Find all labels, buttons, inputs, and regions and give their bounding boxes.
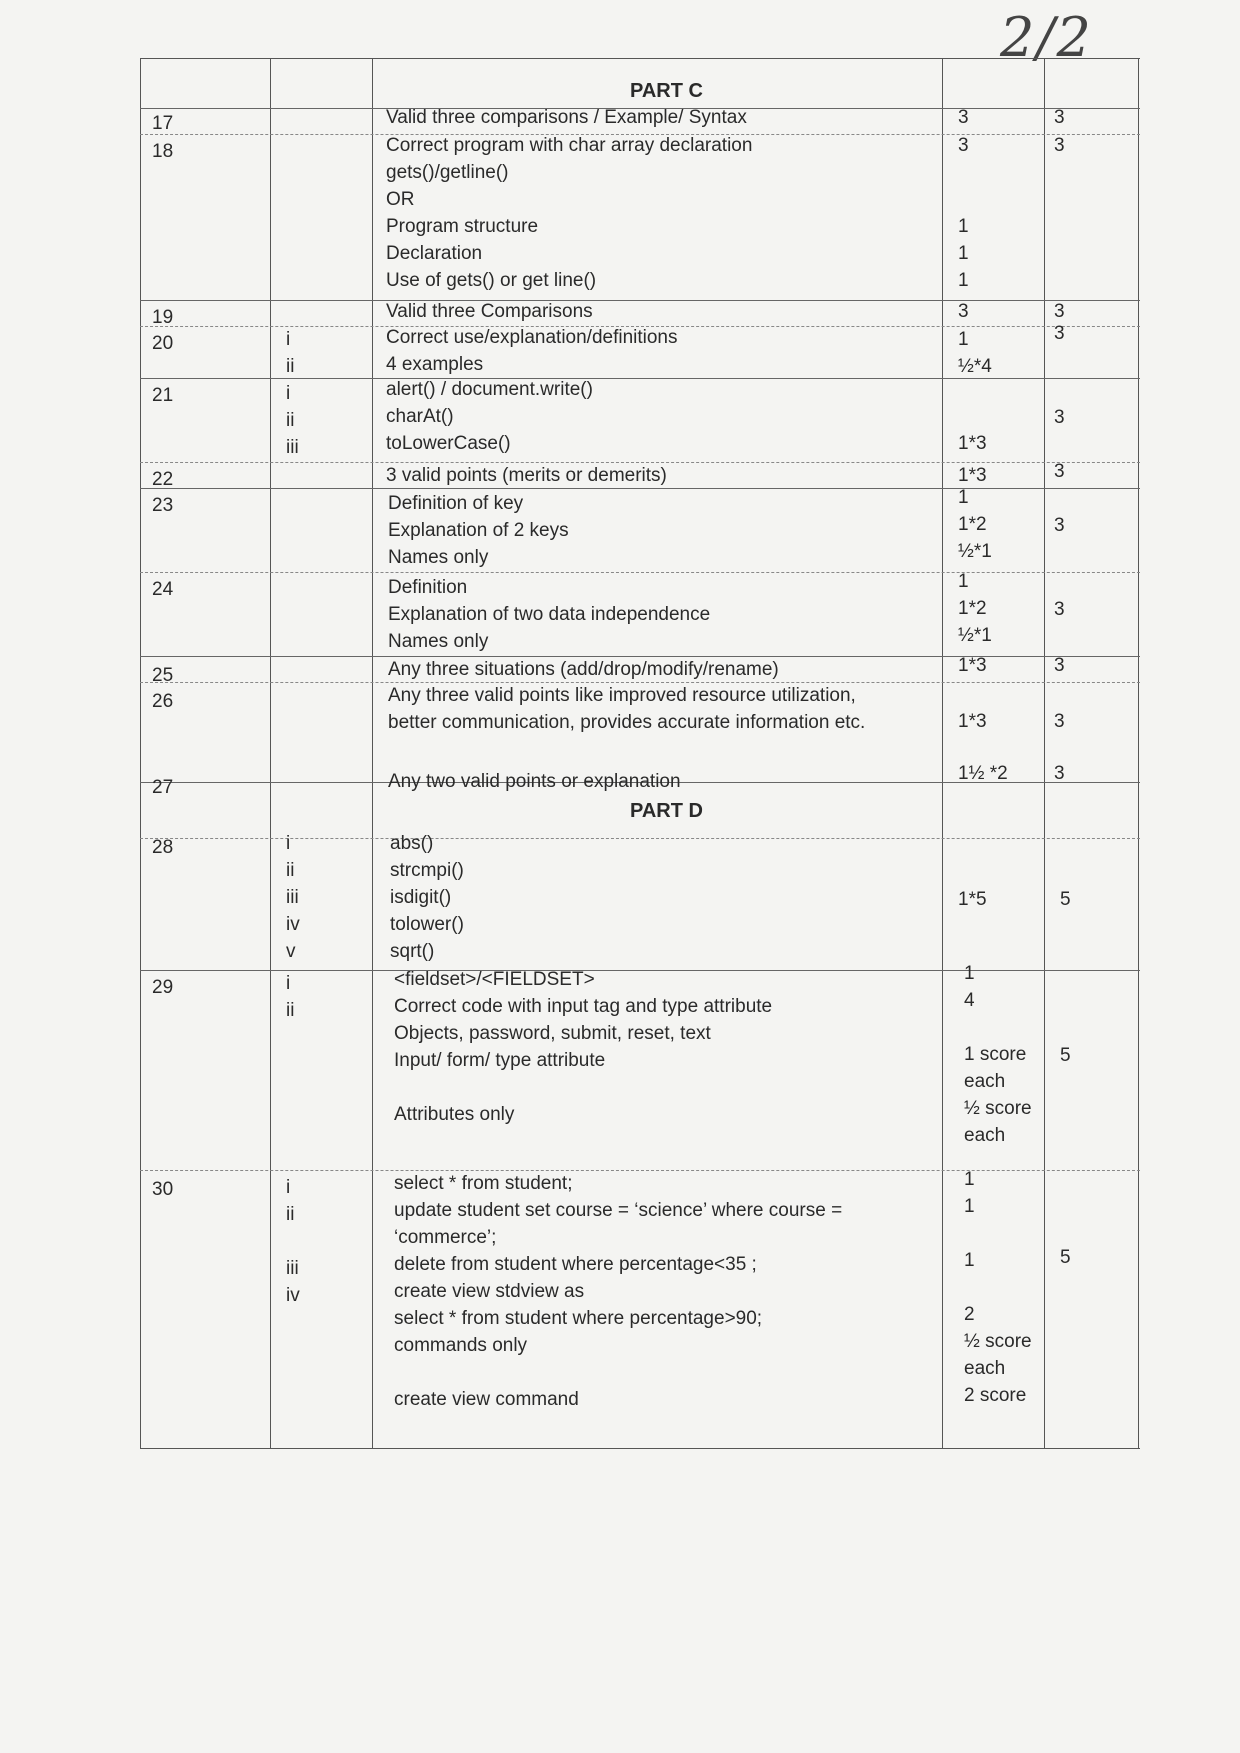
score-value: 1*2	[958, 514, 987, 535]
total-score: 3	[1054, 655, 1065, 676]
criteria-block	[388, 490, 569, 571]
score-value: 4	[964, 990, 975, 1011]
score-block	[958, 568, 992, 649]
question-number: 28	[152, 837, 174, 858]
score-value: 1*2	[958, 598, 987, 619]
total-score: 3	[1054, 515, 1065, 536]
question-number: 24	[152, 579, 174, 600]
question-number: 17	[152, 113, 174, 134]
score-value: ½*1	[958, 541, 992, 562]
sub-part-label	[286, 1228, 300, 1255]
criteria-text: charAt()	[386, 406, 454, 427]
criteria-text: Definition of key	[388, 493, 524, 514]
criteria-text: <fieldset>/<FIELDSET>	[394, 969, 595, 990]
criteria-text: Valid three Comparisons	[386, 301, 593, 322]
col-border-left	[140, 58, 141, 1448]
criteria-text: alert() / document.write()	[386, 379, 593, 400]
col-border-score	[1044, 58, 1045, 1448]
criteria-text: select * from student;	[394, 1173, 573, 1194]
sub-part-label: v	[286, 941, 296, 962]
score-block	[964, 1166, 1032, 1409]
question-number: 18	[152, 141, 174, 162]
criteria-text: strcmpi()	[390, 860, 464, 881]
score-value: each	[964, 1125, 1006, 1146]
total-score: 3	[1054, 599, 1065, 620]
sub-part-label: i	[286, 329, 291, 350]
total-score: 5	[1060, 1045, 1071, 1066]
score-value: 3	[958, 107, 969, 128]
sub-part-label: ii	[286, 410, 295, 431]
score-value: 1	[964, 1196, 975, 1217]
score-value: ½ score	[964, 1098, 1032, 1119]
score-value: 1	[964, 963, 975, 984]
score-value: 1	[958, 216, 969, 237]
total-score: 3	[1054, 711, 1065, 732]
criteria-block	[394, 966, 772, 1128]
question-number: 22	[152, 469, 174, 490]
sub-part-label: iii	[286, 1258, 299, 1279]
criteria-text: Names only	[388, 631, 489, 652]
sub-part-label: iii	[286, 887, 299, 908]
criteria-text: Correct code with input tag and type attribute	[394, 996, 773, 1017]
criteria-text: select * from student where percentage>90;	[394, 1308, 763, 1329]
sub-part-block	[286, 326, 294, 380]
criteria-text: Correct program with char array declaration	[386, 135, 753, 156]
score-value	[958, 403, 987, 430]
col-border-sub	[372, 58, 373, 1448]
criteria-text: ‘commerce’;	[394, 1227, 497, 1248]
criteria-text: abs()	[390, 833, 434, 854]
criteria-text: Correct use/explanation/definitions	[386, 327, 678, 348]
sub-part-label: ii	[286, 1204, 295, 1225]
score-value: ½*1	[958, 625, 992, 646]
question-number: 29	[152, 977, 174, 998]
criteria-text: Program structure	[386, 216, 539, 237]
question-number: 23	[152, 495, 174, 516]
question-number: 30	[152, 1179, 174, 1200]
criteria-text: delete from student where percentage<35 ;	[394, 1254, 757, 1275]
score-value: 1	[958, 329, 969, 350]
score-value: 1½ *2	[958, 763, 1008, 784]
criteria-text: Use of gets() or get line()	[386, 270, 597, 291]
criteria-text: Objects, password, submit, reset, text	[394, 1023, 711, 1044]
col-border-right	[1138, 58, 1139, 1448]
score-value: ½*4	[958, 356, 992, 377]
score-value: each	[964, 1358, 1006, 1379]
criteria-text: Valid three comparisons / Example/ Syntax	[386, 107, 747, 128]
criteria-block	[388, 574, 710, 655]
score-value: 1*3	[958, 433, 987, 454]
sub-part-label: i	[286, 833, 291, 854]
score-value: 1*3	[958, 465, 987, 486]
score-value: 1	[958, 487, 969, 508]
sub-part-label: iv	[286, 914, 300, 935]
total-score: 5	[1060, 889, 1071, 910]
criteria-text: Attributes only	[394, 1104, 515, 1125]
sub-part-block	[286, 970, 294, 1024]
score-value: 2 score	[964, 1385, 1027, 1406]
sub-part-block	[286, 830, 300, 965]
sub-part-label: ii	[286, 356, 295, 377]
criteria-text: 3 valid points (merits or demerits)	[386, 465, 667, 486]
score-value: 1 score	[964, 1044, 1027, 1065]
criteria-block	[386, 324, 678, 378]
part-c-heading: PART C	[630, 80, 703, 102]
score-value	[964, 1274, 1032, 1301]
question-number: 20	[152, 333, 174, 354]
criteria-text	[394, 1074, 772, 1101]
criteria-block	[388, 682, 865, 736]
total-score: 3	[1054, 135, 1065, 156]
criteria-text: commands only	[394, 1335, 528, 1356]
question-number: 26	[152, 691, 174, 712]
score-value: 1*3	[958, 655, 987, 676]
question-number: 27	[152, 777, 174, 798]
total-score: 3	[1054, 301, 1065, 322]
score-block	[958, 326, 992, 380]
criteria-block	[386, 132, 752, 294]
score-block	[958, 132, 969, 294]
part-d-heading: PART D	[630, 800, 703, 822]
criteria-text: Input/ form/ type attribute	[394, 1050, 606, 1071]
col-border-criteria	[942, 58, 943, 1448]
sub-part-label: iii	[286, 437, 299, 458]
criteria-text: Explanation of two data independence	[388, 604, 711, 625]
score-value: each	[964, 1071, 1006, 1092]
criteria-text: Any three valid points like improved resource utilization,	[388, 685, 856, 706]
criteria-text: Declaration	[386, 243, 483, 264]
score-value: 1	[958, 270, 969, 291]
score-value	[964, 1220, 1032, 1247]
sub-part-label: iv	[286, 1285, 300, 1306]
total-score: 3	[1054, 461, 1065, 482]
sub-part-label: ii	[286, 860, 295, 881]
criteria-text: 4 examples	[386, 354, 484, 375]
score-value: 3	[958, 301, 969, 322]
criteria-text: isdigit()	[390, 887, 452, 908]
page-number: 2/2	[1000, 6, 1093, 69]
total-score: 3	[1054, 323, 1065, 344]
total-score: 3	[1054, 407, 1065, 428]
total-score: 5	[1060, 1247, 1071, 1268]
score-value: 1	[958, 571, 969, 592]
score-value: 1	[964, 1169, 975, 1190]
sub-part-label: i	[286, 1177, 291, 1198]
score-value: 1*3	[958, 711, 987, 732]
score-value: 1	[958, 243, 969, 264]
score-value: 1	[964, 1250, 975, 1271]
criteria-text: Names only	[388, 547, 489, 568]
sub-part-label: i	[286, 383, 291, 404]
criteria-text: create view stdview as	[394, 1281, 585, 1302]
col-border-q	[270, 58, 271, 1448]
score-value: 1*5	[958, 889, 987, 910]
score-value	[958, 159, 969, 186]
sub-part-label: ii	[286, 1000, 295, 1021]
criteria-text: Definition	[388, 577, 468, 598]
sub-part-label: i	[286, 973, 291, 994]
total-score: 3	[1054, 107, 1065, 128]
question-number: 19	[152, 307, 174, 328]
criteria-text: Any three situations (add/drop/modify/rename)	[388, 659, 779, 680]
criteria-text: better communication, provides accurate information etc.	[388, 712, 866, 733]
score-block	[958, 484, 992, 565]
score-value: ½ score	[964, 1331, 1032, 1352]
marking-scheme-table	[140, 58, 1140, 1448]
score-value	[958, 376, 987, 403]
criteria-text: toLowerCase()	[386, 433, 511, 454]
row-divider	[140, 300, 1140, 301]
criteria-block	[394, 1170, 842, 1413]
table-top-border	[140, 58, 1140, 59]
criteria-block	[390, 830, 464, 965]
criteria-text: update student set course = ‘science’ where course =	[394, 1200, 843, 1221]
score-block	[964, 960, 1032, 1149]
criteria-text: tolower()	[390, 914, 464, 935]
criteria-text: create view command	[394, 1389, 579, 1410]
total-score: 3	[1054, 763, 1065, 784]
criteria-text: sqrt()	[390, 941, 435, 962]
table-bottom-border	[140, 1448, 1140, 1449]
question-number: 21	[152, 385, 174, 406]
score-value: 2	[964, 1304, 975, 1325]
question-number: 25	[152, 665, 174, 686]
criteria-text: gets()/getline()	[386, 162, 509, 183]
criteria-block	[386, 376, 593, 457]
sub-part-block	[286, 1174, 300, 1309]
score-value	[964, 1014, 1032, 1041]
criteria-text: Explanation of 2 keys	[388, 520, 569, 541]
score-value: 3	[958, 135, 969, 156]
criteria-text: OR	[386, 189, 415, 210]
criteria-text: Any two valid points or explanation	[388, 771, 681, 792]
criteria-text	[394, 1359, 842, 1386]
score-value	[958, 186, 969, 213]
score-block	[958, 376, 987, 457]
sub-part-block	[286, 380, 299, 461]
